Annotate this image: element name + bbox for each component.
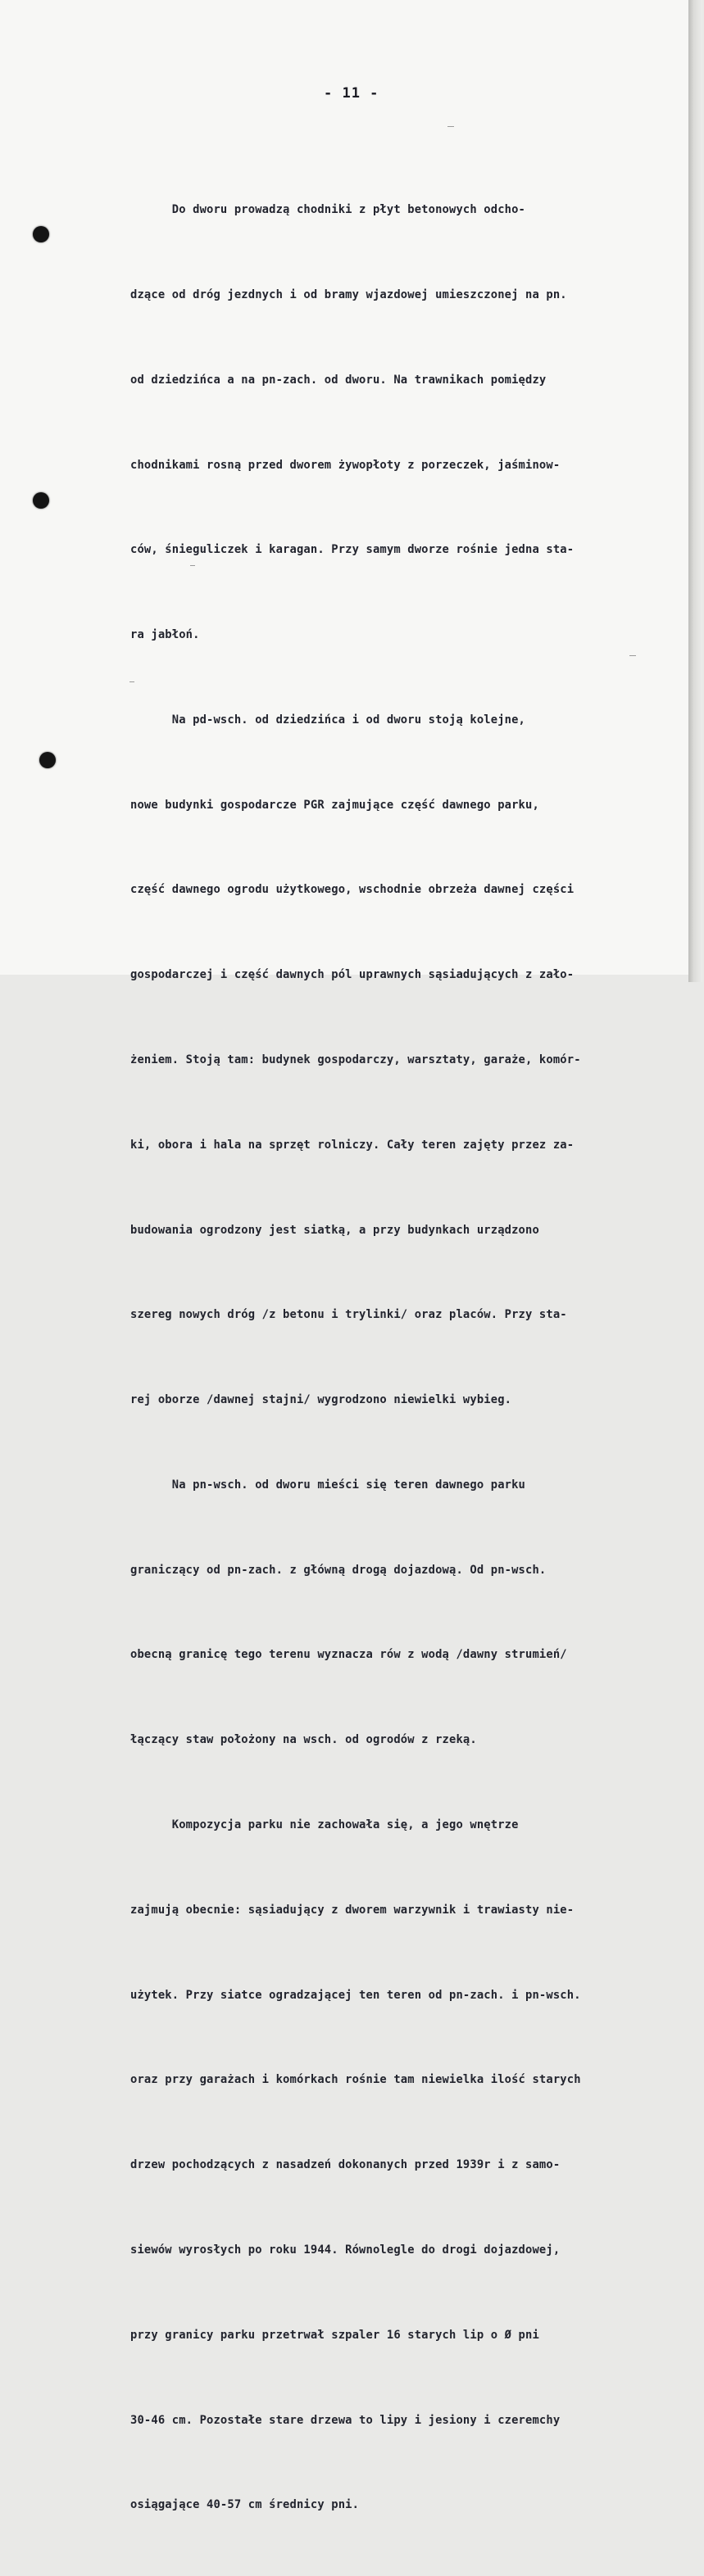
text-line: siewów wyrosłych po roku 1944. Równolegle do drogi dojazdowej,	[130, 2243, 561, 2257]
page-edge-shadow	[688, 0, 702, 982]
text-line: graniczący od pn-zach. z główną drogą dojazdową. Od pn-wsch.	[130, 1563, 547, 1577]
text-line: 30-46 cm. Pozostałe stare drzewa to lipy i jesiony i czeremchy	[130, 2413, 561, 2427]
text-line: Kompozycja parku nie zachowała się, a jego wnętrze	[130, 1818, 519, 1832]
binder-hole	[39, 752, 56, 768]
text-line: Do dworu prowadzą chodniki z płyt betonowych odcho-	[130, 203, 526, 217]
text-line: rej oborze /dawnej stajni/ wygrodzono niewielki wybieg.	[130, 1393, 512, 1407]
text-line: ra jabłoń.	[130, 628, 200, 642]
text-line: drzew pochodzących z nasadzeń dokonanych przed 1939r i z samo-	[130, 2158, 561, 2172]
text-line: łączący staw położony na wsch. od ogrodów z rzeką.	[130, 1733, 477, 1747]
text-line: budowania ogrodzony jest siatką, a przy budynkach urządzono	[130, 1223, 539, 1237]
body-text	[130, 139, 704, 2576]
text-line: szereg nowych dróg /z betonu i trylinki/ oraz placów. Przy sta-	[130, 1308, 567, 1322]
text-line: zajmują obecnie: sąsiadujący z dworem warzywnik i trawiasty nie-	[130, 1903, 575, 1917]
text-line: osiągające 40-57 cm średnicy pni.	[130, 2498, 360, 2512]
text-line: Na pd-wsch. od dziedzińca i od dworu stoją kolejne,	[130, 713, 526, 727]
binder-hole	[33, 492, 49, 509]
text-line: gospodarczej i część dawnych pól uprawnych sąsiadujących z zało-	[130, 968, 575, 982]
text-line: nowe budynki gospodarcze PGR zajmujące część dawnego parku,	[130, 798, 539, 812]
stray-mark	[447, 126, 454, 127]
text-line: ki, obora i hala na sprzęt rolniczy. Cały teren zajęty przez za-	[130, 1138, 575, 1152]
text-line: dzące od dróg jezdnych i od bramy wjazdowej umieszczonej na pn.	[130, 287, 567, 301]
text-line: przy granicy parku przetrwał szpaler 16 starych lip o Ø pni	[130, 2328, 539, 2342]
binder-hole	[33, 226, 49, 242]
text-line: część dawnego ogrodu użytkowego, wschodnie obrzeża dawnej części	[130, 883, 575, 897]
text-line: użytek. Przy siatce ogradzającej ten teren od pn-zach. i pn-wsch.	[130, 1988, 581, 2002]
page-number: - 11 -	[324, 85, 379, 102]
text-line: oraz przy garażach i komórkach rośnie tam niewielka ilość starych	[130, 2073, 581, 2087]
text-line: od dziedzińca a na pn-zach. od dworu. Na trawnikach pomiędzy	[130, 373, 547, 387]
text-line: chodnikami rosną przed dworem żywopłoty z porzeczek, jaśminow-	[130, 458, 561, 472]
text-line: obecną granicę tego terenu wyznacza rów z wodą /dawny strumień/	[130, 1648, 567, 1662]
text-line: żeniem. Stoją tam: budynek gospodarczy, warsztaty, garaże, komór-	[130, 1053, 581, 1066]
text-line: Na pn-wsch. od dworu mieści się teren dawnego parku	[130, 1478, 526, 1492]
text-line: ców, śnieguliczek i karagan. Przy samym dworze rośnie jedna sta-	[130, 543, 575, 557]
